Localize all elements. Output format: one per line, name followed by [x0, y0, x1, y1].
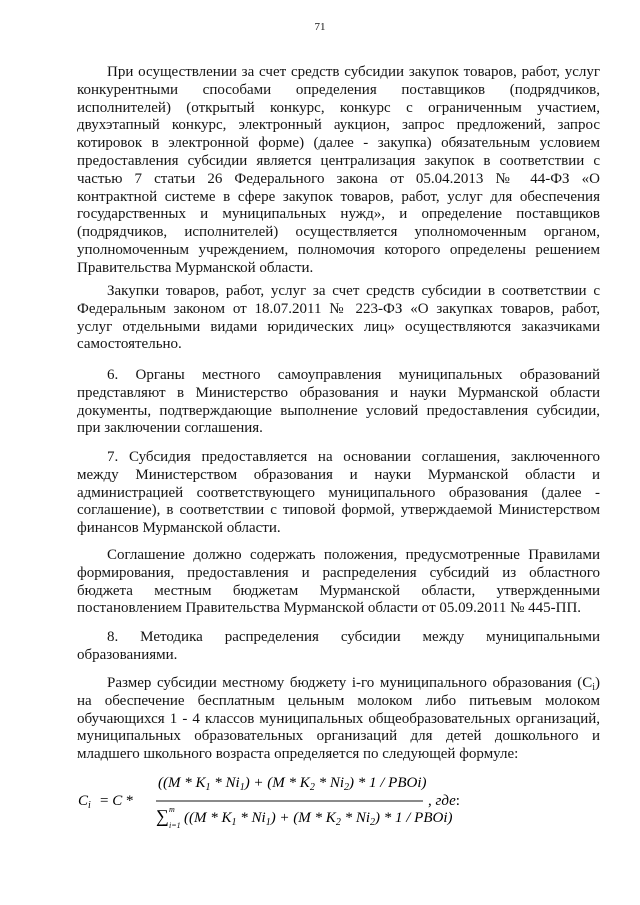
paragraph-4-line: между Министерством образования и науки Мурманской области и: [77, 466, 600, 483]
paragraph-1-line: исполнителей) (открытый конкурс, конкурс с ограниченным участием,: [77, 99, 600, 116]
sum-lower: i=1: [169, 821, 181, 830]
formula-equals: = C *: [100, 793, 134, 809]
formula-lhs: $C_i$: [78, 793, 91, 811]
paragraph-4-line: соглашение), в соответствии с типовой формой, утверждаемой Министерством: [77, 502, 600, 519]
paragraph-1-line: частью 7 статьи 26 Федерального закона от 05.04.2013 № 44-ФЗ «О: [77, 170, 600, 187]
paragraph-1-line: При осуществлении за счет средств субсидии закупок товаров, работ, услуг: [107, 64, 600, 80]
page-number: 71: [314, 21, 326, 33]
paragraph-7-line: обучающихся 1 - 4 классов муниципальных общеобразовательных организаций,: [77, 710, 600, 727]
subscript-i: i: [592, 682, 595, 693]
closing-paren: ): [595, 675, 600, 691]
paragraph-5-line: бюджета местным бюджетам Мурманской области, утвержденными: [77, 582, 600, 599]
paragraph-4-line: финансов Мурманской области.: [77, 520, 281, 537]
paragraph-1-line: (подрядчиков, исполнителей) осуществляется уполномоченным органом,: [77, 224, 600, 241]
sum-sign: ∑: [156, 806, 169, 826]
paragraph-3-line: при заключении соглашения.: [77, 420, 263, 437]
formula-svg: [78, 760, 618, 840]
paragraph-4-line: 7. Субсидия предоставляется на основании соглашения, заключенного: [107, 449, 600, 465]
paragraph-1-line: контрактной системе в сфере закупок товаров, работ, услуг для обеспечения: [77, 188, 600, 205]
paragraph-7-line: муниципальных образовательных организаций для детей дошкольного и: [77, 728, 600, 745]
paragraph-1-line: государственных и муниципальных нужд», и определение поставщиков: [77, 206, 600, 223]
paragraph-6-line: 8. Методика распределения субсидии между муниципальными: [107, 629, 600, 645]
paragraph-7-line: на обеспечение бесплатным цельным молоком либо питьевым молоком: [77, 692, 600, 709]
formula-denominator: ($(M * K_1 * Ni_1) + (M * K_2 * Ni_2) * 1$ / PBOi): [184, 810, 453, 828]
paragraph-2-line: Закупки товаров, работ, услуг за счет средств субсидии в соответствии с: [107, 283, 600, 299]
paragraph-5-line: Соглашение должно содержать положения, предусмотренные Правилами: [107, 547, 600, 563]
paragraph-7-line: Размер субсидии местному бюджету i-го муниципального образования $(C_i)$: [107, 675, 600, 693]
paragraph-2-line: услуг отдельными видами юридических лиц» осуществляются заказчиками: [77, 318, 600, 335]
paragraph-1-line: уполномоченным учреждением, полномочия которого определены решением: [77, 242, 600, 258]
paragraph-2-line: Федеральным законом от 18.07.2011 № 223-ФЗ «О закупках товаров, работ,: [77, 300, 600, 317]
formula-suffix: , где:: [428, 793, 460, 809]
paragraph-6-line: образованиями.: [77, 646, 178, 663]
paragraph-5-line: постановлением Правительства Мурманской области от 05.09.2011 № 445-ПП.: [77, 600, 582, 617]
paragraph-5-line: формирования, предоставления и распределения субсидий из областного: [77, 564, 600, 581]
paragraph-3-line: 6. Органы местного самоуправления муниципальных образований: [107, 367, 600, 383]
paragraph-3-line: представляют в Министерство образования и науки Мурманской области: [77, 384, 600, 401]
paragraph-1-line: Правительства Мурманской области.: [77, 259, 314, 276]
sum-upper: m: [169, 805, 175, 814]
paragraph-1-line: конкурентными способами определения поставщиков (подрядчиков,: [77, 81, 600, 98]
paragraph-1-line: котировок в электронной форме) (далее - закупка) обязательным условием: [77, 135, 600, 152]
formula: [78, 760, 618, 840]
paragraph-3-line: документы, подтверждающие выполнение условий предоставления субсидии,: [77, 402, 600, 419]
paragraph-1-line: двухэтапный конкурс, электронный аукцион, запрос предложений, запрос: [77, 117, 600, 134]
formula-numerator: ($(M * K_1 * Ni_1) + (M * K_2 * Ni_2) * 1$ / PBOi): [158, 775, 427, 793]
paragraph-7-line: младшего школьного возраста определяется по следующей формуле:: [77, 746, 519, 763]
paragraph-2-line: самостоятельно.: [77, 336, 182, 353]
paragraph-4-line: администрацией соответствующего муниципального образования (далее -: [77, 484, 600, 501]
paragraph-1-line: предоставления субсидии является централизация закупок в соответствии с: [77, 153, 600, 169]
